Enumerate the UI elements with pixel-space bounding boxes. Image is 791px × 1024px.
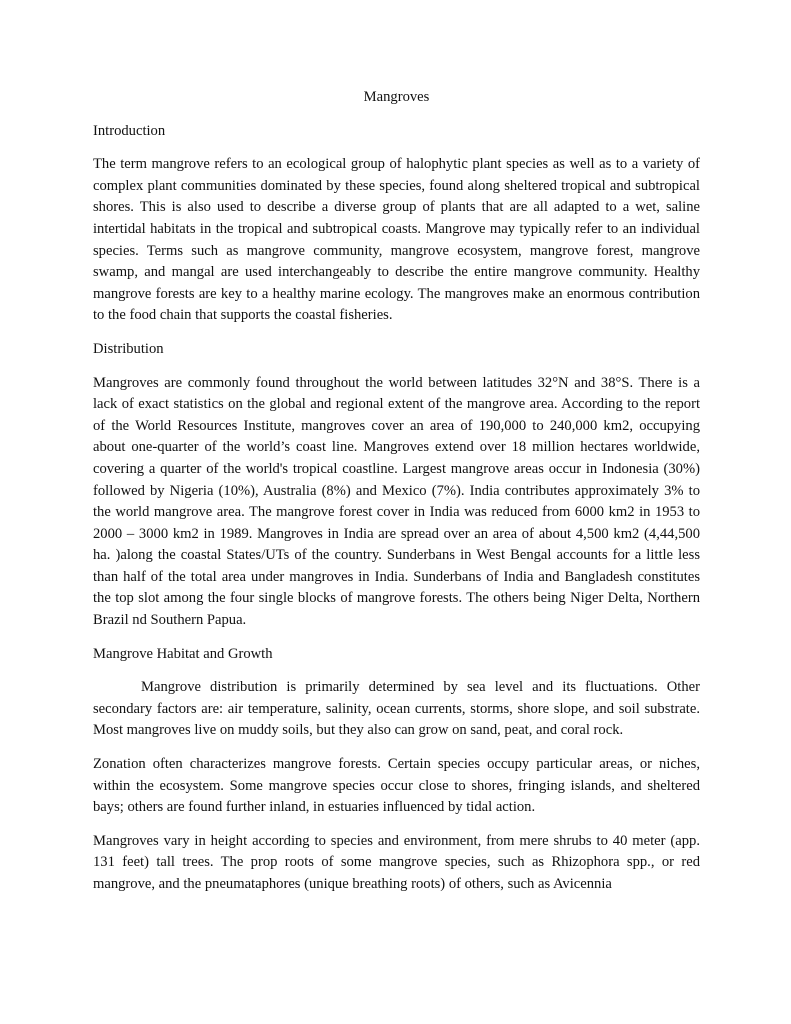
section-heading-distribution: Distribution bbox=[93, 340, 164, 357]
document-page bbox=[93, 87, 700, 908]
section-heading-habitat-growth: Mangrove Habitat and Growth bbox=[93, 645, 273, 662]
distribution-paragraph: Mangroves are commonly found throughout the world between latitudes 32°N and 38°S. There is a lack of exact statistics on the global and regional extent of the mangrove area. According to the report of the World Resources Institute, mangroves cover an area of 190,000 to 240,000 km2, occupying about one-quarter of the world’s coast line. Mangroves extend over 18 million hectares worldwide, covering a quarter of the world's tropical coastline. Largest mangrove areas occur in Indonesia (30%) followed by Nigeria (10%), Australia (8%) and Mexico (7%). India contributes approximately 3% to the world mangrove area. The mangrove forest cover in India was reduced from 6000 km2 in 1953 to 2000 – 3000 km2 in 1989. Mangroves in India are spread over an area of about 4,500 km2 (4,44,500 ha. )along the coastal States/UTs of the country. Sunderbans in West Bengal accounts for a little less than half of the total area under mangroves in India. Sunderbans of India and Bangladesh constitutes the top slot among the four single blocks of mangrove forests. The others being Niger Delta, Northern Brazil nd Southern Papua. bbox=[93, 374, 700, 629]
section-heading-introduction: Introduction bbox=[93, 122, 166, 139]
habitat-paragraph-1: Mangrove distribution is primarily determined by sea level and its fluctuations. Other secondary factors are: air temperature, salinity, ocean currents, storms, shore slope, and soil substrate. Most mangroves live on muddy soils, but they also can grow on sand, peat, and coral rock. bbox=[93, 679, 700, 739]
habitat-paragraph-2: Zonation often characterizes mangrove forests. Certain species occupy particular areas, or niches, within the ecosystem. Some mangrove species occur close to shores, fringing islands, and sheltered bays; others are found further inland, in estuaries influenced by tidal action. bbox=[93, 756, 700, 816]
introduction-paragraph: The term mangrove refers to an ecological group of halophytic plant species as well as to a variety of complex plant communities dominated by these species, found along sheltered tropical and subtropical shores. This is also used to describe a diverse group of plants that are all adapted to a wet, saline intertidal habitats in the tropical and subtropical coasts. Mangrove may typically refer to an individual species. Terms such as mangrove community, mangrove ecosystem, mangrove forest, mangrove swamp, and mangal are used interchangeably to describe the entire mangrove community. Healthy mangrove forests are key to a healthy marine ecology. The mangroves make an enormous contribution to the food chain that supports the coastal fisheries. bbox=[93, 156, 700, 324]
habitat-paragraph-3: Mangroves vary in height according to species and environment, from mere shrubs to 40 meter (app. 131 feet) tall trees. The prop roots of some mangrove species, such as Rhizophora spp., or red mangrove, and the pneumataphores (unique breathing roots) of others, such as Avicennia bbox=[93, 832, 700, 892]
document-title: Mangroves bbox=[363, 89, 430, 105]
